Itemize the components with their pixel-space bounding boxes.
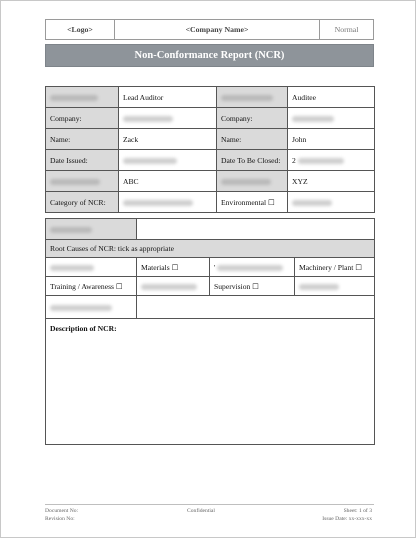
table-row	[46, 258, 375, 277]
category-value[interactable]	[119, 192, 217, 213]
lead-auditor-cell: Lead Auditor	[119, 87, 217, 108]
style-label: Normal	[334, 25, 359, 34]
machinery-plant-checkbox[interactable]: Machinery / Plant ☐	[295, 258, 375, 277]
date-to-close-label: Date To Be Closed:	[217, 150, 288, 171]
confidential-label: Confidential	[187, 508, 215, 514]
training-awareness-checkbox[interactable]: Training / Awareness ☐	[46, 277, 137, 296]
document-header	[45, 19, 374, 40]
name-value-right[interactable]: John	[288, 129, 375, 150]
issue-date: Issue Date: xx-xxx-xx	[322, 516, 372, 522]
date-to-close-value[interactable]	[288, 150, 375, 171]
redacted-label	[46, 87, 119, 108]
company-value-right[interactable]	[288, 108, 375, 129]
table-row	[46, 108, 375, 129]
table-row	[46, 219, 375, 240]
logo-placeholder: <Logo>	[46, 20, 115, 39]
table-row	[46, 171, 375, 192]
revision-number: Revision No:	[45, 516, 75, 522]
table-row	[46, 192, 375, 213]
document-number: Document No:	[45, 508, 79, 514]
other-cause-blank[interactable]	[137, 296, 375, 319]
redacted-cause-option[interactable]	[137, 277, 210, 296]
equipment-checkbox[interactable]	[210, 258, 295, 277]
date-issued-value[interactable]	[119, 150, 217, 171]
name-label: Name:	[46, 129, 119, 150]
company-label: Company:	[46, 108, 119, 129]
project-value-right[interactable]: XYZ	[288, 171, 375, 192]
table-row	[46, 150, 375, 171]
environmental-checkbox[interactable]: Environmental ☐	[217, 192, 288, 213]
section-blank	[137, 219, 375, 240]
table-row	[46, 277, 375, 296]
auditee-cell: Auditee	[288, 87, 375, 108]
date-to-close-digit: 2	[292, 155, 296, 165]
table-row	[46, 129, 375, 150]
table-row	[46, 296, 375, 319]
redacted-label	[46, 171, 119, 192]
redacted-cause-option[interactable]	[46, 258, 137, 277]
company-label: Company:	[217, 108, 288, 129]
redacted-cause-option[interactable]	[295, 277, 375, 296]
report-title: Non-Conformance Report (NCR)	[45, 44, 374, 67]
table-row	[46, 319, 375, 445]
table-row	[46, 240, 375, 258]
root-causes-heading: Root Causes of NCR: tick as appropriate	[46, 240, 375, 258]
description-box[interactable]	[46, 319, 375, 445]
auditor-info-table	[45, 86, 375, 213]
footer-divider	[45, 504, 374, 505]
company-value-left[interactable]	[119, 108, 217, 129]
name-label: Name:	[217, 129, 288, 150]
category-other-value[interactable]	[288, 192, 375, 213]
equipment-prefix: '	[214, 262, 216, 272]
sheet-number: Sheet: 1 of 3	[343, 508, 372, 514]
date-issued-label: Date Issued:	[46, 150, 119, 171]
redacted-label	[217, 87, 288, 108]
name-value-left[interactable]: Zack	[119, 129, 217, 150]
table-row	[46, 87, 375, 108]
supervision-checkbox[interactable]: Supervision ☐	[210, 277, 295, 296]
redacted-label	[217, 171, 288, 192]
category-label: Category of NCR:	[46, 192, 119, 213]
redacted-cause-option[interactable]	[46, 296, 137, 319]
project-value-left[interactable]: ABC	[119, 171, 217, 192]
company-name-placeholder: <Company Name>	[115, 20, 320, 39]
materials-checkbox[interactable]: Materials ☐	[137, 258, 210, 277]
redacted-section-label	[46, 219, 137, 240]
description-label: Description of NCR:	[50, 324, 117, 333]
root-cause-table	[45, 218, 375, 445]
